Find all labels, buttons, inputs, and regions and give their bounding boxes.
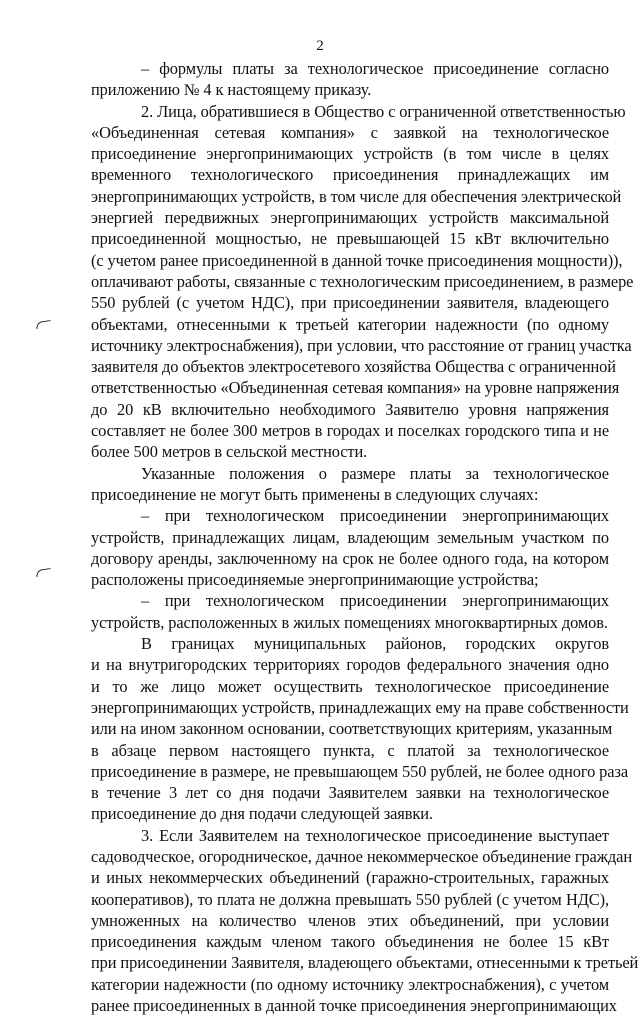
text-line: и то же лицо может осуществить технологическое присоединение	[91, 676, 609, 696]
text-line: до 20 кВ включительно необходимого Заявителю уровня напряжения	[91, 399, 609, 419]
text-line: и на внутригородских территориях городов федерального значения одно	[91, 655, 609, 675]
text-line: оплачивают работы, связанные с технологическим присоединением, в размере	[91, 271, 634, 291]
text-line: Указанные положения о размере платы за технологическое	[141, 463, 609, 483]
text-line: 2. Лица, обратившиеся в Общество с ограниченной ответственностью	[141, 101, 626, 121]
text-line: расположены присоединяемые энергопринимающие устройства;	[91, 570, 539, 590]
text-line: 550 рублей (с учетом НДС), при присоединении заявителя, владеющего	[91, 293, 609, 313]
text-line: объектами, отнесенными к третьей категории надежности (по одному	[91, 314, 609, 334]
text-line: кооперативов), то плата не должна превышать 550 рублей (с учетом НДС),	[91, 889, 609, 909]
text-line: более 500 метров в сельской местности.	[91, 442, 368, 462]
text-line: составляет не более 300 метров в городах и поселках городского типа и не	[91, 421, 609, 441]
text-line: 3. Если Заявителем на технологическое присоединение выступает	[141, 825, 609, 845]
text-line: ранее присоединенных в данной точке присоединения энергопринимающих	[91, 996, 617, 1016]
text-line: присоединение в размере, не превышающем 550 рублей, не более одного раза	[91, 761, 628, 781]
text-line: – при технологическом присоединении энергопринимающих	[141, 506, 609, 526]
text-line: в абзаце первом настоящего пункта, с платой за технологическое	[91, 740, 609, 760]
text-line: устройств, принадлежащих лицам, владеющим земельным участком по	[91, 527, 609, 547]
text-line: договору аренды, заключенному на срок не более одного года, на котором	[91, 548, 609, 568]
text-line: – формулы платы за технологическое присоединение согласно	[141, 59, 609, 78]
text-line: – при технологическом присоединении энергопринимающих	[141, 591, 609, 611]
margin-mark	[36, 320, 52, 329]
text-line: садоводческое, огородническое, дачное некоммерческое объединение граждан	[91, 846, 633, 866]
text-line: энергопринимающих устройств, принадлежащих ему на праве собственности	[91, 697, 629, 717]
text-line: временного технологического присоединения принадлежащих им	[91, 165, 609, 185]
text-line: устройств, расположенных в жилых помещениях многоквартирных домов.	[91, 612, 608, 632]
text-line: В границах муниципальных районов, городских округов	[141, 634, 609, 654]
text-line: приложению № 4 к настоящему приказу.	[91, 80, 372, 100]
text-line: энергией передвижных энергопринимающих устройств максимальной	[91, 208, 609, 228]
document-body	[91, 58, 639, 1016]
text-line: категории надежности (по одному источнику электроснабжения), с учетом	[91, 974, 609, 994]
text-line: присоединение до дня подачи следующей заявки.	[91, 804, 433, 824]
text-line: присоединения каждым членом такого объединения не более 15 кВт	[91, 932, 609, 952]
text-line: «Объединенная сетевая компания» с заявкой на технологическое	[91, 122, 609, 142]
text-line: присоединение энергопринимающих устройств (в том числе в целях	[91, 144, 609, 164]
text-line: заявителя до объектов электросетевого хозяйства Общества с ограниченной	[91, 357, 616, 377]
text-line: при присоединении Заявителя, владеющего объектами, отнесенными к третьей	[91, 953, 639, 973]
margin-mark	[36, 568, 52, 577]
text-line: энергопринимающих устройств, в том числе для обеспечения электрической	[91, 186, 622, 206]
text-line: или на ином законном основании, соответствующих критериям, указанным	[91, 719, 613, 739]
text-line: и иных некоммерческих объединений (гаражно-строительных, гаражных	[91, 868, 609, 888]
text-line: присоединенной мощностью, не превышающей 15 кВт включительно	[91, 229, 609, 249]
text-line: в течение 3 лет со дня подачи Заявителем заявки на технологическое	[91, 783, 609, 803]
text-line: ответственностью «Объединенная сетевая компания» на уровне напряжения	[91, 378, 620, 398]
text-line: (с учетом ранее присоединенной в данной точке присоединения мощности)),	[91, 250, 623, 270]
page-number: 2	[316, 38, 324, 54]
text-line: умноженных на количество членов этих объединений, при условии	[91, 910, 609, 930]
text-line: присоединение не могут быть применены в следующих случаях:	[91, 484, 539, 504]
text-line: источнику электроснабжения), при условии, что расстояние от границ участка	[91, 335, 632, 355]
